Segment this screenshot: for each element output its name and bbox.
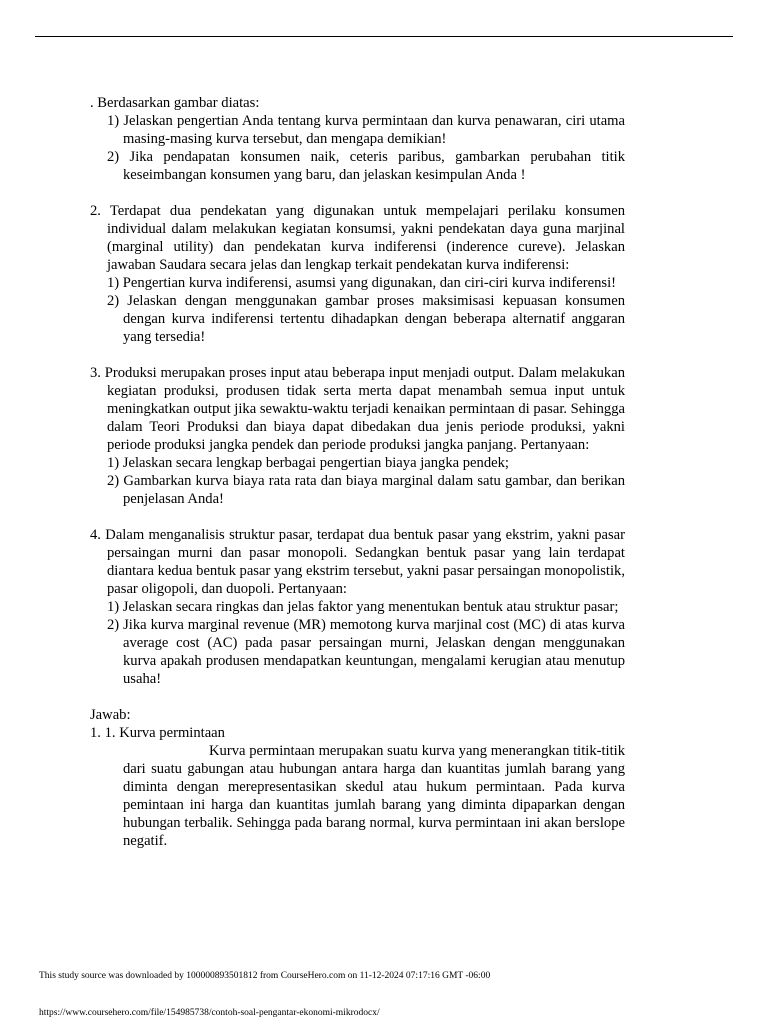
- q1-item-1: 1) Jelaskan pengertian Anda tentang kurva permintaan dan kurva penawaran, ciri utama masing-masing kurva tersebut, dan mengapa demikian!: [107, 113, 625, 147]
- q3-item-1: 1) Jelaskan secara lengkap berbagai pengertian biaya jangka pendek;: [107, 455, 509, 471]
- question-4-text: 4. Dalam menganalisis struktur pasar, terdapat dua bentuk pasar yang ekstrim, yakni pasar persaingan murni dan pasar monopoli. Sedangkan bentuk pasar yang lain terdapat diantara kedua bentuk pasar yang ekstrim tersebut, yakni pasar persaingan monopolistik, pasar oligopoli, dan duopoli. Pertanyaan:: [90, 527, 625, 597]
- q2-item-1: 1) Pengertian kurva indiferensi, asumsi yang digunakan, dan ciri-ciri kurva indiferensi!: [107, 275, 616, 291]
- q2-item-2: 2) Jelaskan dengan menggunakan gambar proses maksimisasi kepuasan konsumen dengan kurva indiferensi tertentu dihadapkan dengan beberapa alternatif anggaran yang tersedia!: [107, 293, 625, 345]
- intro-line: . Berdasarkan gambar diatas:: [90, 95, 260, 111]
- answer-subheading: 1. 1. Kurva permintaan: [90, 725, 225, 741]
- q4-item-2: 2) Jika kurva marginal revenue (MR) memotong kurva marjinal cost (MC) di atas kurva average cost (AC) pada pasar persaingan murni, Jelaskan dengan menggunakan kurva apakah produsen mendapatkan keuntungan, mengalami kerugian atau menutup usaha!: [107, 617, 625, 687]
- question-2-text: 2. Terdapat dua pendekatan yang digunakan untuk mempelajari perilaku konsumen individual dalam melakukan kegiatan konsumsi, yakni pendekatan daya guna marjinal (marginal utility) dan pendekatan kurva indiferensi (inderence cureve). Jelaskan jawaban Saudara secara jelas dan lengkap terkait pendekatan kurva indiferensi:: [90, 203, 625, 273]
- answer-heading: Jawab:: [90, 707, 131, 723]
- header-rule: [35, 36, 733, 37]
- document-body: [90, 94, 625, 850]
- q4-item-1: 1) Jelaskan secara ringkas dan jelas faktor yang menentukan bentuk atau struktur pasar;: [107, 599, 619, 615]
- source-url[interactable]: https://www.coursehero.com/file/154985738/contoh-soal-pengantar-ekonomi-mikrodocx/: [39, 1008, 380, 1018]
- download-source-line: This study source was downloaded by 100000893501812 from CourseHero.com on 11-12-2024 07:17:16 GMT -06:00: [39, 971, 491, 981]
- answer-body: Kurva permintaan merupakan suatu kurva yang menerangkan titik-titik dari suatu gabungan atau hubungan antara harga dan kuantitas jumlah barang yang diminta dengan merepresentasikan skedul atau hukum permintaan. Pada kurva pemintaan ini harga dan kuantitas jumlah barang yang diminta dipaparkan dengan hubungan terbalik. Sehingga pada barang normal, kurva permintaan ini akan berslope negatif.: [123, 743, 625, 849]
- q3-item-2: 2) Gambarkan kurva biaya rata rata dan biaya marginal dalam satu gambar, dan berikan penjelasan Anda!: [107, 473, 625, 507]
- q1-item-2: 2) Jika pendapatan konsumen naik, ceteris paribus, gambarkan perubahan titik keseimbangan konsumen yang baru, dan jelaskan kesimpulan Anda !: [107, 149, 625, 183]
- question-3-text: 3. Produksi merupakan proses input atau beberapa input menjadi output. Dalam melakukan kegiatan produksi, produsen tidak serta merta dapat menambah semua input untuk meningkatkan output jika sewaktu-waktu terjadi kenaikan permintaan di pasar. Sehingga dalam Teori Produksi dan biaya dapat dibedakan dua jenis periode produksi, yakni periode produksi jangka pendek dan periode produksi jangka panjang. Pertanyaan:: [90, 365, 625, 453]
